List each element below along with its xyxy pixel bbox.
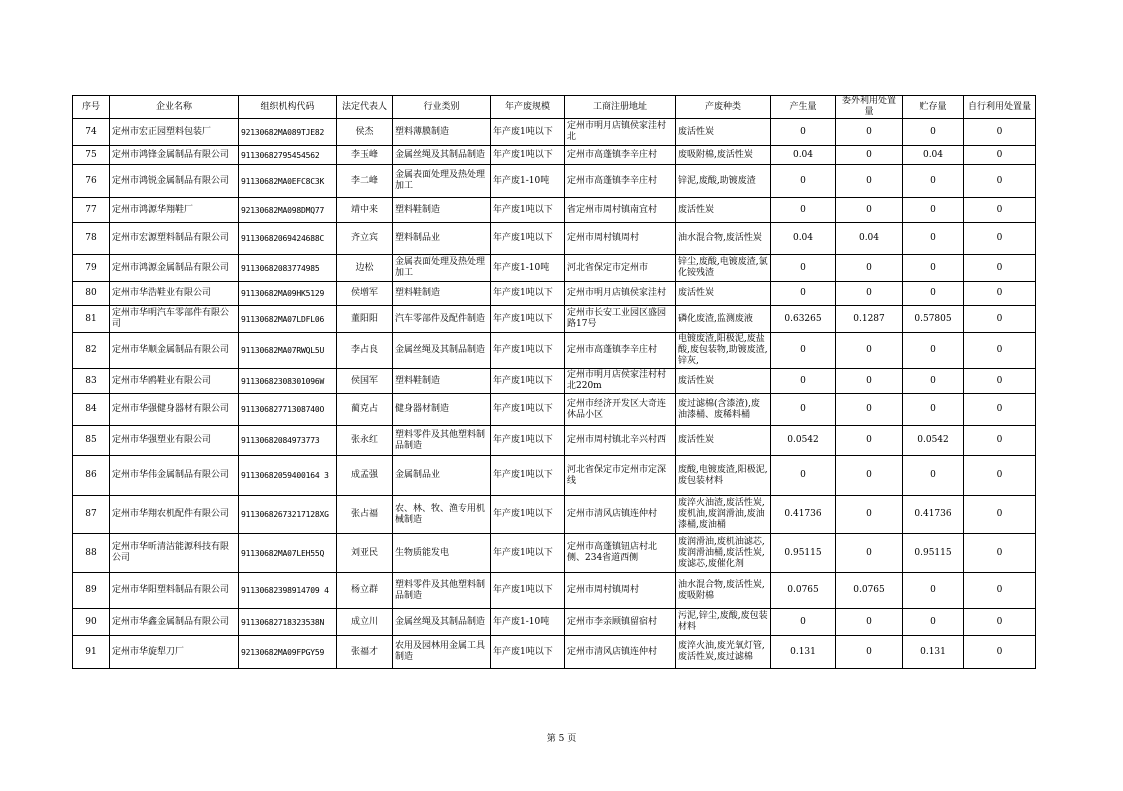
waste-types-cell: 废酸,电镀废渣,阳极泥,废包装材料 [676, 456, 771, 496]
table-row [73, 456, 1036, 496]
storage-amount-cell: 0.95115 [903, 534, 964, 573]
row-number-cell: 85 [73, 426, 110, 456]
registered-address-cell: 省定州市周村镇南宜村 [565, 198, 676, 223]
generated-amount-cell: 0 [771, 609, 836, 636]
annual-waste-scale-cell: 年产废1吨以下 [491, 282, 565, 306]
org-code-cell: 91130682069424688C [239, 223, 337, 255]
industry-category-cell: 金属表面处理及热处理加工 [393, 165, 491, 198]
outsourced-disposal-amount-cell: 0 [836, 394, 903, 426]
annual-waste-scale-cell: 年产废1吨以下 [491, 456, 565, 496]
company-name-cell: 定州市鸿锋金属制品有限公司 [110, 146, 239, 165]
annual-waste-scale-cell: 年产废1吨以下 [491, 573, 565, 609]
industry-category-cell: 塑料零件及其他塑料制品制造 [393, 573, 491, 609]
industry-category-cell: 农、林、牧、渔专用机械制造 [393, 496, 491, 534]
row-number-cell: 83 [73, 369, 110, 394]
org-code-cell: 91130682MA09HK5129 [239, 282, 337, 306]
registered-address-cell: 定州市高蓬镇李辛庄村 [565, 146, 676, 165]
waste-types-cell: 废淬火油,废光氧灯管,废活性炭,废过滤棉 [676, 636, 771, 669]
table-row [73, 333, 1036, 369]
industry-category-cell: 农用及园林用金属工具制造 [393, 636, 491, 669]
registered-address-cell: 定州市明月店镇侯家洼村北 [565, 119, 676, 146]
self-disposal-amount-cell: 0 [964, 394, 1036, 426]
industry-category-cell: 塑料鞋制造 [393, 198, 491, 223]
company-name-cell: 定州市华强塑业有限公司 [110, 426, 239, 456]
company-name-cell: 定州市华鸥鞋业有限公司 [110, 369, 239, 394]
industry-category-cell: 金属制品业 [393, 456, 491, 496]
row-number-cell: 74 [73, 119, 110, 146]
table-row [73, 496, 1036, 534]
company-name-cell: 定州市鸿源金属制品有限公司 [110, 255, 239, 282]
header-cell: 贮存量 [903, 96, 964, 119]
outsourced-disposal-amount-cell: 0.04 [836, 223, 903, 255]
self-disposal-amount-cell: 0 [964, 306, 1036, 333]
company-name-cell: 定州市华鑫金属制品有限公司 [110, 609, 239, 636]
industry-category-cell: 汽车零部件及配件制造 [393, 306, 491, 333]
header-cell: 行业类别 [393, 96, 491, 119]
outsourced-disposal-amount-cell: 0.0765 [836, 573, 903, 609]
generated-amount-cell: 0 [771, 369, 836, 394]
row-number-cell: 82 [73, 333, 110, 369]
self-disposal-amount-cell: 0 [964, 333, 1036, 369]
waste-types-cell: 废过滤棉(含漆渣),废油漆桶、废稀料桶 [676, 394, 771, 426]
outsourced-disposal-amount-cell: 0 [836, 119, 903, 146]
legal-representative-cell: 李占良 [337, 333, 393, 369]
page-number: 第 5 页 [546, 734, 577, 744]
self-disposal-amount-cell: 0 [964, 146, 1036, 165]
self-disposal-amount-cell: 0 [964, 573, 1036, 609]
header-cell: 序号 [73, 96, 110, 119]
org-code-cell: 91130682059400164 3 [239, 456, 337, 496]
waste-types-cell: 油水混合物,废活性炭 [676, 223, 771, 255]
industry-category-cell: 金属丝绳及其制品制造 [393, 333, 491, 369]
annual-waste-scale-cell: 年产废1-10吨 [491, 609, 565, 636]
company-name-cell: 定州市华明汽车零部件有限公司 [110, 306, 239, 333]
generated-amount-cell: 0 [771, 165, 836, 198]
org-code-cell: 91130682673217128XG [239, 496, 337, 534]
registered-address-cell: 定州市长安工业园区盛园路17号 [565, 306, 676, 333]
self-disposal-amount-cell: 0 [964, 534, 1036, 573]
self-disposal-amount-cell: 0 [964, 282, 1036, 306]
table-row [73, 165, 1036, 198]
annual-waste-scale-cell: 年产废1吨以下 [491, 198, 565, 223]
org-code-cell: 91130682308301096W [239, 369, 337, 394]
table-header-row [73, 96, 1036, 119]
generated-amount-cell: 0.95115 [771, 534, 836, 573]
self-disposal-amount-cell: 0 [964, 119, 1036, 146]
org-code-cell: 92130682MA089TJE82 [239, 119, 337, 146]
self-disposal-amount-cell: 0 [964, 369, 1036, 394]
legal-representative-cell: 齐立宾 [337, 223, 393, 255]
company-name-cell: 定州市华伟金属制品有限公司 [110, 456, 239, 496]
waste-types-cell: 磷化废渣,监测废液 [676, 306, 771, 333]
outsourced-disposal-amount-cell: 0 [836, 198, 903, 223]
table-row [73, 306, 1036, 333]
legal-representative-cell: 靖中来 [337, 198, 393, 223]
legal-representative-cell: 杨立群 [337, 573, 393, 609]
generated-amount-cell: 0.0542 [771, 426, 836, 456]
table-row [73, 119, 1036, 146]
industry-category-cell: 金属丝绳及其制品制造 [393, 146, 491, 165]
generated-amount-cell: 0 [771, 282, 836, 306]
company-name-cell: 定州市宏正园塑料包装厂 [110, 119, 239, 146]
industry-category-cell: 塑料鞋制造 [393, 369, 491, 394]
row-number-cell: 84 [73, 394, 110, 426]
table-row [73, 426, 1036, 456]
org-code-cell: 91130682718323538N [239, 609, 337, 636]
waste-types-cell: 油水混合物,废活性炭,废吸附棉 [676, 573, 771, 609]
header-cell: 法定代表人 [337, 96, 393, 119]
storage-amount-cell: 0 [903, 369, 964, 394]
waste-types-cell: 废吸附棉,废活性炭 [676, 146, 771, 165]
org-code-cell: 91130682083774985 [239, 255, 337, 282]
org-code-cell: 91130682MA07LDFL06 [239, 306, 337, 333]
industry-category-cell: 塑料薄膜制造 [393, 119, 491, 146]
table-row [73, 609, 1036, 636]
industry-category-cell: 塑料零件及其他塑料制品制造 [393, 426, 491, 456]
header-cell: 年产废规模 [491, 96, 565, 119]
table-row [73, 198, 1036, 223]
outsourced-disposal-amount-cell: 0 [836, 165, 903, 198]
legal-representative-cell: 成立川 [337, 609, 393, 636]
registered-address-cell: 定州市高蓬镇李辛庄村 [565, 333, 676, 369]
self-disposal-amount-cell: 0 [964, 636, 1036, 669]
storage-amount-cell: 0 [903, 119, 964, 146]
outsourced-disposal-amount-cell: 0 [836, 333, 903, 369]
self-disposal-amount-cell: 0 [964, 456, 1036, 496]
industry-category-cell: 金属丝绳及其制品制造 [393, 609, 491, 636]
industry-category-cell: 塑料制品业 [393, 223, 491, 255]
annual-waste-scale-cell: 年产废1吨以下 [491, 306, 565, 333]
self-disposal-amount-cell: 0 [964, 426, 1036, 456]
outsourced-disposal-amount-cell: 0 [836, 282, 903, 306]
registered-address-cell: 定州市明月店镇侯家洼村 [565, 282, 676, 306]
waste-types-cell: 废润滑油,废机油滤芯,废润滑油桶,废活性炭,废滤芯,废催化剂 [676, 534, 771, 573]
self-disposal-amount-cell: 0 [964, 198, 1036, 223]
table-body [73, 119, 1036, 669]
waste-types-cell: 电镀废渣,阳极泥,废盐酸,废包装物,助镀废渣,锌灰, [676, 333, 771, 369]
registered-address-cell: 定州市周村镇周村 [565, 223, 676, 255]
waste-types-cell: 锌泥,废酸,助镀废渣 [676, 165, 771, 198]
outsourced-disposal-amount-cell: 0 [836, 609, 903, 636]
table-row [73, 282, 1036, 306]
annual-waste-scale-cell: 年产废1-10吨 [491, 255, 565, 282]
header-cell: 企业名称 [110, 96, 239, 119]
industry-category-cell: 健身器材制造 [393, 394, 491, 426]
legal-representative-cell: 李二峰 [337, 165, 393, 198]
storage-amount-cell: 0.0542 [903, 426, 964, 456]
legal-representative-cell: 董阳阳 [337, 306, 393, 333]
self-disposal-amount-cell: 0 [964, 609, 1036, 636]
legal-representative-cell: 李玉峰 [337, 146, 393, 165]
table-row [73, 394, 1036, 426]
industry-category-cell: 金属表面处理及热处理加工 [393, 255, 491, 282]
outsourced-disposal-amount-cell: 0 [836, 146, 903, 165]
generated-amount-cell: 0 [771, 456, 836, 496]
self-disposal-amount-cell: 0 [964, 165, 1036, 198]
storage-amount-cell: 0.57805 [903, 306, 964, 333]
org-code-cell: 92130682MA098DMQ77 [239, 198, 337, 223]
outsourced-disposal-amount-cell: 0 [836, 534, 903, 573]
company-name-cell: 定州市华阳塑料制品有限公司 [110, 573, 239, 609]
annual-waste-scale-cell: 年产废1吨以下 [491, 223, 565, 255]
org-code-cell: 91130682084973773 [239, 426, 337, 456]
annual-waste-scale-cell: 年产废1吨以下 [491, 496, 565, 534]
legal-representative-cell: 张永红 [337, 426, 393, 456]
waste-types-cell: 废活性炭 [676, 282, 771, 306]
header-cell: 产废种类 [676, 96, 771, 119]
waste-types-cell: 废淬火油渣,废活性炭,废机油,废润滑油,废油漆桶,废油桶 [676, 496, 771, 534]
outsourced-disposal-amount-cell: 0 [836, 456, 903, 496]
company-name-cell: 定州市鸿锐金属制品有限公司 [110, 165, 239, 198]
waste-generator-table [72, 95, 1036, 669]
industry-category-cell: 生物质能发电 [393, 534, 491, 573]
storage-amount-cell: 0 [903, 333, 964, 369]
org-code-cell: 91130682MA07RWQL5U [239, 333, 337, 369]
outsourced-disposal-amount-cell: 0 [836, 426, 903, 456]
row-number-cell: 78 [73, 223, 110, 255]
table-row [73, 636, 1036, 669]
generated-amount-cell: 0.131 [771, 636, 836, 669]
annual-waste-scale-cell: 年产废1吨以下 [491, 426, 565, 456]
storage-amount-cell: 0 [903, 282, 964, 306]
annual-waste-scale-cell: 年产废1吨以下 [491, 146, 565, 165]
generated-amount-cell: 0.0765 [771, 573, 836, 609]
org-code-cell: 91130682398914709 4 [239, 573, 337, 609]
registered-address-cell: 定州市明月店侯家洼村村北220m [565, 369, 676, 394]
legal-representative-cell: 侯杰 [337, 119, 393, 146]
generated-amount-cell: 0.04 [771, 223, 836, 255]
waste-types-cell: 锌尘,废酸,电镀废渣,氯化铵残渣 [676, 255, 771, 282]
company-name-cell: 定州市华浩鞋业有限公司 [110, 282, 239, 306]
table-row [73, 146, 1036, 165]
registered-address-cell: 定州市高蓬镇李辛庄村 [565, 165, 676, 198]
self-disposal-amount-cell: 0 [964, 255, 1036, 282]
org-code-cell: 91130682795454562 [239, 146, 337, 165]
registered-address-cell: 河北省保定市定州市 [565, 255, 676, 282]
header-cell: 产生量 [771, 96, 836, 119]
storage-amount-cell: 0.41736 [903, 496, 964, 534]
annual-waste-scale-cell: 年产废1吨以下 [491, 119, 565, 146]
generated-amount-cell: 0 [771, 198, 836, 223]
row-number-cell: 76 [73, 165, 110, 198]
waste-types-cell: 污泥,锌尘,废酸,废包装材料 [676, 609, 771, 636]
storage-amount-cell: 0.131 [903, 636, 964, 669]
annual-waste-scale-cell: 年产废1吨以下 [491, 394, 565, 426]
storage-amount-cell: 0 [903, 456, 964, 496]
header-cell: 委外利用处置量 [836, 96, 903, 119]
generated-amount-cell: 0.04 [771, 146, 836, 165]
legal-representative-cell: 蔺克占 [337, 394, 393, 426]
annual-waste-scale-cell: 年产废1-10吨 [491, 165, 565, 198]
outsourced-disposal-amount-cell: 0.1287 [836, 306, 903, 333]
org-code-cell: 91130682771308740O [239, 394, 337, 426]
storage-amount-cell: 0 [903, 198, 964, 223]
outsourced-disposal-amount-cell: 0 [836, 369, 903, 394]
registered-address-cell: 定州市清风店镇连仲村 [565, 636, 676, 669]
legal-representative-cell: 张福才 [337, 636, 393, 669]
row-number-cell: 89 [73, 573, 110, 609]
row-number-cell: 87 [73, 496, 110, 534]
table-row [73, 573, 1036, 609]
storage-amount-cell: 0 [903, 394, 964, 426]
row-number-cell: 75 [73, 146, 110, 165]
outsourced-disposal-amount-cell: 0 [836, 255, 903, 282]
waste-types-cell: 废活性炭 [676, 426, 771, 456]
annual-waste-scale-cell: 年产废1吨以下 [491, 333, 565, 369]
table-row [73, 369, 1036, 394]
industry-category-cell: 塑料鞋制造 [393, 282, 491, 306]
row-number-cell: 91 [73, 636, 110, 669]
registered-address-cell: 河北省保定市定州市定深线 [565, 456, 676, 496]
waste-types-cell: 废活性炭 [676, 198, 771, 223]
row-number-cell: 80 [73, 282, 110, 306]
storage-amount-cell: 0.04 [903, 146, 964, 165]
table-row [73, 255, 1036, 282]
company-name-cell: 定州市华旋犁刀厂 [110, 636, 239, 669]
storage-amount-cell: 0 [903, 165, 964, 198]
generated-amount-cell: 0.63265 [771, 306, 836, 333]
row-number-cell: 77 [73, 198, 110, 223]
registered-address-cell: 定州市周村镇周村 [565, 573, 676, 609]
header-cell: 组织机构代码 [239, 96, 337, 119]
org-code-cell: 91130682MA0EFC8C3K [239, 165, 337, 198]
row-number-cell: 88 [73, 534, 110, 573]
company-name-cell: 定州市华昕清洁能源科技有限公司 [110, 534, 239, 573]
annual-waste-scale-cell: 年产废1吨以下 [491, 369, 565, 394]
company-name-cell: 定州市华强健身器材有限公司 [110, 394, 239, 426]
generated-amount-cell: 0 [771, 394, 836, 426]
storage-amount-cell: 0 [903, 573, 964, 609]
waste-types-cell: 废活性炭 [676, 119, 771, 146]
row-number-cell: 86 [73, 456, 110, 496]
company-name-cell: 定州市华翔农机配件有限公司 [110, 496, 239, 534]
registered-address-cell: 定州市清风店镇连仲村 [565, 496, 676, 534]
registered-address-cell: 定州市李亲顾镇留宿村 [565, 609, 676, 636]
waste-table-sheet [72, 95, 1036, 669]
header-cell: 工商注册地址 [565, 96, 676, 119]
self-disposal-amount-cell: 0 [964, 223, 1036, 255]
annual-waste-scale-cell: 年产废1吨以下 [491, 534, 565, 573]
storage-amount-cell: 0 [903, 609, 964, 636]
legal-representative-cell: 侯国军 [337, 369, 393, 394]
storage-amount-cell: 0 [903, 223, 964, 255]
self-disposal-amount-cell: 0 [964, 496, 1036, 534]
outsourced-disposal-amount-cell: 0 [836, 636, 903, 669]
legal-representative-cell: 侯增军 [337, 282, 393, 306]
generated-amount-cell: 0 [771, 255, 836, 282]
org-code-cell: 92130682MA09FPGY59 [239, 636, 337, 669]
row-number-cell: 81 [73, 306, 110, 333]
generated-amount-cell: 0 [771, 119, 836, 146]
table-row [73, 534, 1036, 573]
legal-representative-cell: 张占福 [337, 496, 393, 534]
generated-amount-cell: 0 [771, 333, 836, 369]
waste-types-cell: 废活性炭 [676, 369, 771, 394]
registered-address-cell: 定州市周村镇北辛兴村西 [565, 426, 676, 456]
outsourced-disposal-amount-cell: 0 [836, 496, 903, 534]
company-name-cell: 定州市华顺金属制品有限公司 [110, 333, 239, 369]
registered-address-cell: 定州市经济开发区大奇连休品小区 [565, 394, 676, 426]
header-cell: 自行利用处置量 [964, 96, 1036, 119]
legal-representative-cell: 成孟强 [337, 456, 393, 496]
table-row [73, 223, 1036, 255]
legal-representative-cell: 刘亚民 [337, 534, 393, 573]
company-name-cell: 定州市宏源塑料制品有限公司 [110, 223, 239, 255]
generated-amount-cell: 0.41736 [771, 496, 836, 534]
row-number-cell: 90 [73, 609, 110, 636]
registered-address-cell: 定州市高蓬镇钮店村北侧、234省道西侧 [565, 534, 676, 573]
legal-representative-cell: 边松 [337, 255, 393, 282]
row-number-cell: 79 [73, 255, 110, 282]
annual-waste-scale-cell: 年产废1吨以下 [491, 636, 565, 669]
company-name-cell: 定州市鸿源华翔鞋厂 [110, 198, 239, 223]
org-code-cell: 91130682MA07LEH55Q [239, 534, 337, 573]
storage-amount-cell: 0 [903, 255, 964, 282]
